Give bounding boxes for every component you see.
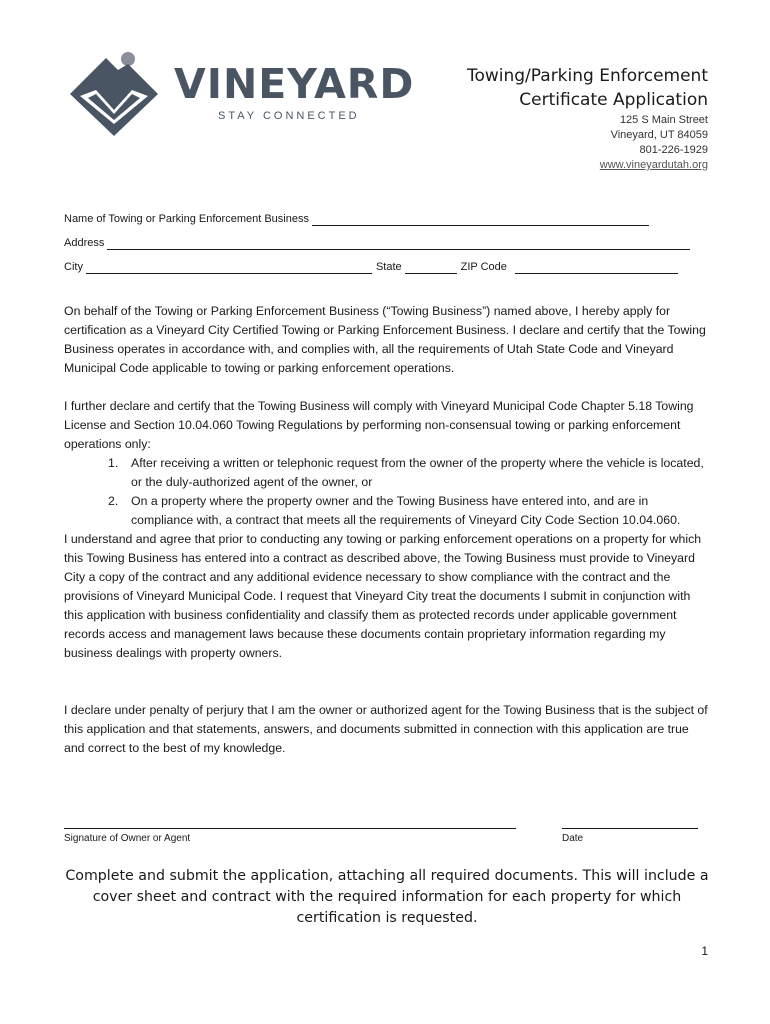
- paragraph-1: On behalf of the Towing or Parking Enforcement Business (“Towing Business”) named above, I hereby apply for certification as a Vineyard City Certified Towing or Parking Enforcement Business. I declare and certify that the Towing Business operates in accordance with, and complies with, all the requirements of Utah State Code and Vineyard Municipal Code applicable to towing or parking enforcement operations.: [64, 304, 706, 375]
- page-number: 1: [701, 944, 708, 958]
- address-field: [64, 236, 690, 250]
- title-line-1: Towing/Parking Enforcement: [466, 66, 708, 86]
- city-input[interactable]: [86, 263, 372, 274]
- vineyard-logo: [66, 50, 415, 140]
- document-title: [467, 64, 708, 112]
- vineyard-mountain-icon: [66, 50, 162, 140]
- brand-name: VINEYARD: [174, 60, 415, 108]
- phone-number: 801-226-1929: [639, 144, 708, 156]
- state-input[interactable]: [405, 263, 457, 274]
- business-name-field: [64, 212, 649, 226]
- city-state-zip: Vineyard, UT 84059: [610, 129, 708, 141]
- business-name-input[interactable]: [312, 215, 649, 226]
- list-item-2: [64, 492, 712, 530]
- paragraph-3: I understand and agree that prior to conducting any towing or parking enforcement operations on a property for which this Towing Business has entered into a contract as described above, the Towing Business must provide to Vineyard City a copy of the contract and any additional evidence necessary to show compliance with the contract and the provisions of Vineyard Municipal Code. I request that Vineyard City treat the documents I submit in conjunction with this application with business confidentiality and classify them as protected records under applicable government records access and management laws because these documents contain proprietary information regarding my business dealings with property owners.: [64, 532, 702, 660]
- brand-tagline: STAY CONNECTED: [218, 110, 360, 122]
- compliance-statement: [64, 397, 712, 663]
- zip-label: ZIP Code: [460, 261, 507, 273]
- list-text-2: On a property where the property owner and the Towing Business have entered into, and are in compliance with, a contract that meets all the requirements of Vineyard City Code Section 10.04.060.: [131, 494, 681, 527]
- submission-instructions: Complete and submit the application, attaching all required documents. This will include a cover sheet and contract with the required information for each property for which certification is requested.: [65, 868, 709, 926]
- application-statement: [64, 302, 712, 378]
- title-line-2: Certificate Application: [519, 90, 708, 110]
- date-label: Date: [562, 833, 584, 844]
- paragraph-2: I further declare and certify that the Towing Business will comply with Vineyard Municipal Code Chapter 5.18 Towing License and Section 10.04.060 Towing Regulations by performing non-consensual towing or parking enforcement operations only:: [64, 399, 694, 451]
- business-name-label: Name of Towing or Parking Enforcement Business: [64, 213, 309, 225]
- perjury-statement: [64, 701, 712, 758]
- list-text-1: After receiving a written or telephonic request from the owner of the property where the vehicle is located, or the duly-authorized agent of the owner, or: [131, 456, 704, 489]
- contact-block: [600, 113, 708, 173]
- list-number-2: 2.: [108, 494, 119, 508]
- city-label: City: [64, 261, 83, 273]
- signature-input[interactable]: [64, 828, 516, 829]
- list-item-1: [64, 454, 712, 492]
- website-link[interactable]: www.vineyardutah.org: [599, 159, 708, 171]
- list-number-1: 1.: [108, 456, 119, 470]
- paragraph-4: I declare under penalty of perjury that I am the owner or authorized agent for the Towing Business that is the subject of this application and that statements, answers, and documents submitted in connection with this application are true and correct to the best of my knowledge.: [64, 703, 708, 755]
- address-input[interactable]: [107, 239, 690, 250]
- signature-label: Signature of Owner or Agent: [64, 833, 191, 844]
- city-state-zip-field: [64, 260, 678, 274]
- state-label: State: [375, 261, 402, 273]
- date-input[interactable]: [562, 828, 698, 829]
- zip-input[interactable]: [515, 263, 678, 274]
- street-address: 125 S Main Street: [619, 114, 708, 126]
- address-label: Address: [64, 237, 105, 249]
